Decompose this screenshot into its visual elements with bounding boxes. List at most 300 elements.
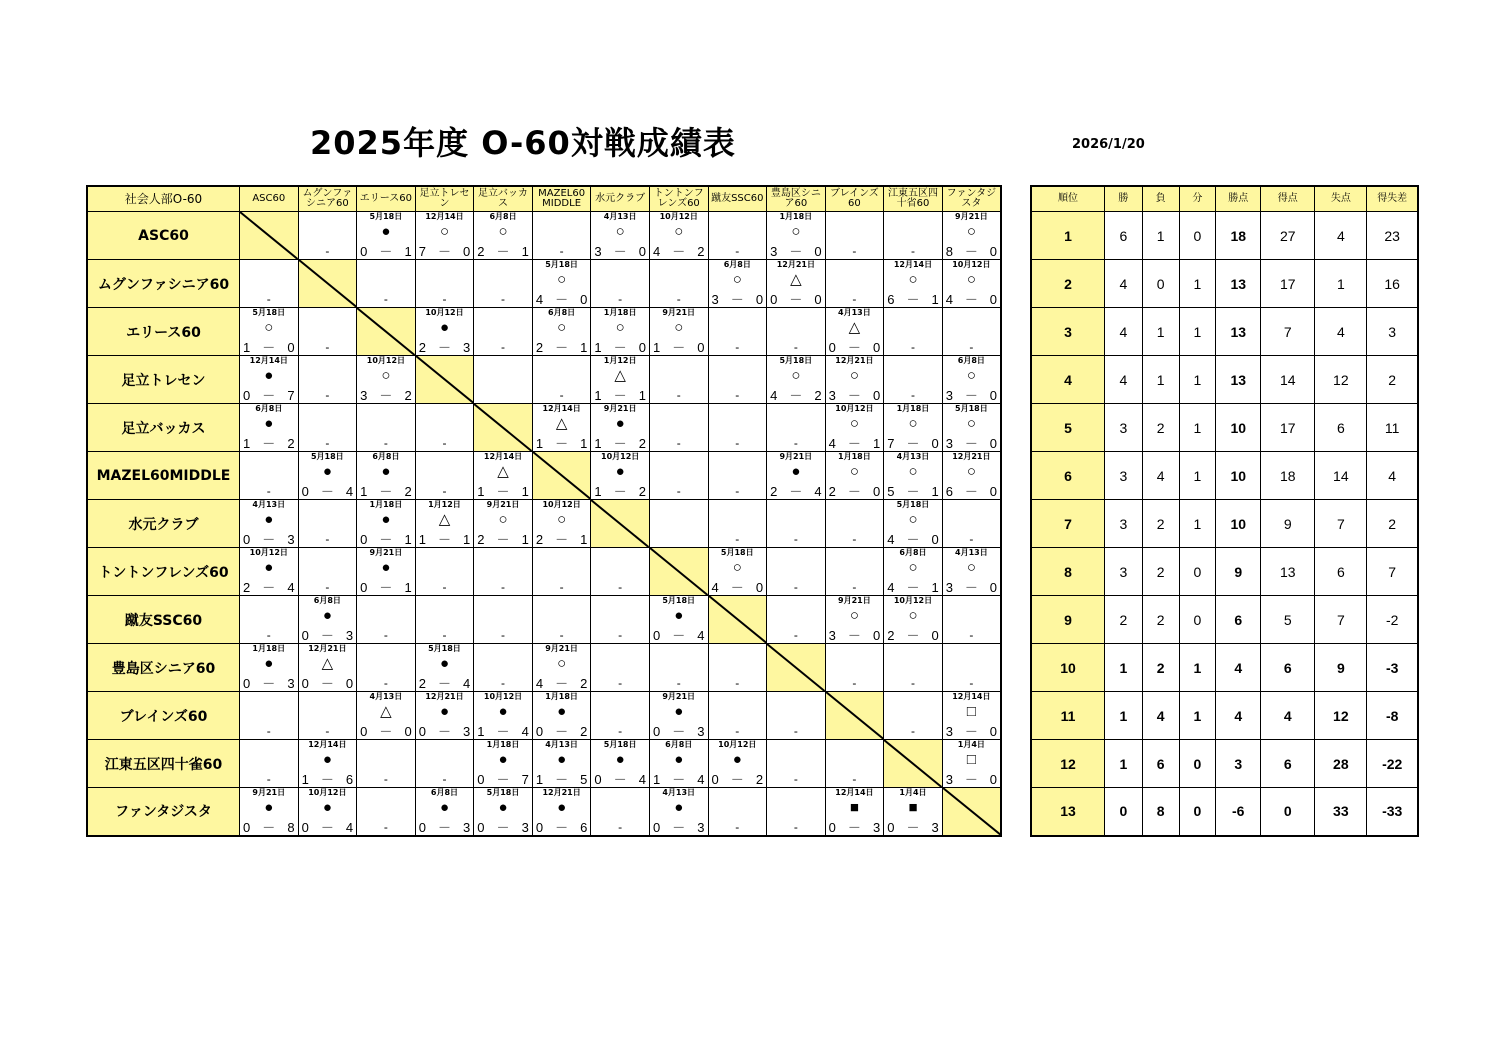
no-match-dash: - [852, 772, 857, 786]
standings-cell: 0 [1105, 788, 1143, 836]
match-cell [532, 260, 591, 308]
standings-cell: 10 [1216, 500, 1261, 548]
score-sep: － [379, 388, 393, 403]
result-mark: ● [264, 415, 274, 432]
score-sep: － [789, 484, 803, 499]
standings-cell: 9 [1315, 644, 1367, 692]
score-sep: － [437, 532, 451, 547]
match-date: 9月21日 [955, 212, 988, 221]
score-against: 1 [931, 484, 939, 499]
score-for: 0 [770, 292, 778, 307]
match-date: 5月18日 [545, 260, 578, 269]
score-sep: － [320, 628, 334, 643]
standings-cell: 6 [1261, 644, 1315, 692]
match-date: 4月13日 [896, 452, 930, 461]
result-mark: ● [264, 511, 274, 528]
score-against: 4 [345, 484, 354, 499]
match-date: 12月14日 [893, 260, 933, 269]
score-against: 0 [931, 532, 939, 547]
column-header: ムグンファシニア60 [298, 186, 357, 212]
match-cell [591, 260, 650, 308]
match-cell [474, 260, 533, 308]
match-score [770, 245, 822, 258]
match-date: 5月18日 [896, 500, 930, 509]
grid-header-row [87, 186, 1001, 212]
result-mark: ○ [615, 319, 625, 336]
score-against: 3 [463, 819, 471, 835]
score-against: 4 [463, 676, 471, 691]
grid-corner-label: 社会人部O-60 [87, 186, 240, 212]
score-sep: － [964, 292, 978, 307]
result-mark: ● [439, 799, 449, 816]
score-against: 0 [463, 244, 471, 259]
score-for: 4 [652, 244, 661, 259]
match-score [243, 677, 295, 690]
score-for: 1 [418, 532, 426, 547]
score-for: 1 [477, 724, 485, 739]
score-sep: － [847, 819, 861, 835]
score-for: 0 [243, 388, 251, 403]
result-mark: ○ [849, 415, 859, 432]
standings-cell: 3 [1367, 308, 1418, 356]
match-cell [240, 500, 299, 548]
score-against: 0 [989, 244, 997, 259]
match-date: 10月12日 [601, 452, 640, 461]
match-cell [474, 308, 533, 356]
score-sep: － [379, 532, 393, 547]
match-cell [591, 212, 650, 260]
standings-cell: 6 [1031, 452, 1105, 500]
match-score [477, 773, 529, 786]
match-cell [884, 404, 943, 452]
standings-cell: 4 [1105, 356, 1143, 404]
no-match-dash: - [910, 340, 915, 354]
no-match-dash: - [852, 676, 857, 690]
match-cell [474, 596, 533, 644]
score-against: 3 [872, 819, 881, 835]
standings-cell: 2 [1367, 500, 1418, 548]
match-cell [884, 788, 943, 836]
team-row [87, 212, 1001, 260]
match-cell [474, 500, 533, 548]
standings-row [1031, 548, 1418, 596]
diagonal-cell [240, 212, 299, 260]
no-match-dash: - [383, 819, 388, 834]
standings-cell: 0 [1179, 548, 1216, 596]
no-match-dash: - [325, 388, 330, 402]
score-against: 1 [521, 244, 529, 259]
match-date: 12月14日 [249, 356, 288, 365]
score-for: 3 [594, 244, 602, 259]
match-cell [942, 596, 1001, 644]
match-date: 9月21日 [662, 692, 696, 701]
result-mark: ○ [791, 223, 801, 240]
score-against: 1 [404, 244, 412, 259]
match-date: 1月18日 [252, 644, 286, 653]
standings-header: 負 [1142, 186, 1179, 212]
standings-cell: 2 [1142, 548, 1179, 596]
result-mark: ● [732, 751, 742, 768]
match-date: 6月8日 [255, 404, 283, 413]
no-match-dash: - [442, 484, 447, 498]
standings-cell: 1 [1142, 356, 1179, 404]
standings-row [1031, 308, 1418, 356]
standings-cell: 18 [1216, 212, 1261, 260]
match-cell [357, 500, 416, 548]
no-match-dash: - [618, 628, 623, 642]
match-date: 10月12日 [952, 260, 991, 269]
match-date: 12月21日 [776, 260, 815, 269]
score-for: 2 [770, 484, 778, 499]
no-match-dash: - [969, 532, 974, 546]
no-match-dash: - [735, 532, 740, 546]
no-match-dash: - [735, 436, 740, 450]
standings-cell: 12 [1315, 356, 1367, 404]
standings-table [1030, 185, 1419, 837]
score-against: 0 [755, 580, 764, 595]
score-for: 0 [887, 819, 895, 835]
score-against: 1 [521, 484, 529, 499]
match-date: 10月12日 [249, 548, 288, 557]
standings-row [1031, 260, 1418, 308]
score-sep: － [964, 388, 978, 403]
match-cell [708, 692, 767, 740]
match-score [477, 821, 529, 834]
diagonal-cell [884, 740, 943, 788]
match-cell [415, 692, 474, 740]
match-cell [767, 308, 826, 356]
match-cell [649, 260, 708, 308]
match-date: 10月12日 [308, 788, 347, 797]
no-match-dash: - [325, 244, 330, 258]
score-sep: － [906, 819, 920, 835]
score-for: 1 [243, 436, 251, 451]
score-against: 0 [931, 436, 939, 451]
match-date: 9月21日 [838, 596, 871, 605]
match-cell [825, 356, 884, 404]
score-sep: － [964, 580, 978, 595]
match-score [419, 533, 471, 546]
result-mark: ○ [615, 223, 625, 240]
score-for: 0 [652, 724, 661, 739]
score-sep: － [555, 292, 569, 307]
result-mark: ○ [966, 415, 976, 432]
match-date: 6月8日 [723, 260, 751, 269]
match-cell [357, 740, 416, 788]
score-against: 0 [989, 292, 997, 307]
match-cell [591, 452, 650, 500]
match-date: 1月18日 [545, 692, 578, 701]
no-match-dash: - [442, 772, 447, 786]
result-mark: △ [321, 655, 334, 672]
standings-cell: 7 [1031, 500, 1105, 548]
diagonal-cell [942, 788, 1001, 836]
match-cell [240, 260, 299, 308]
team-name: 水元クラブ [87, 500, 240, 548]
result-mark: ● [322, 463, 332, 480]
match-date: 12月21日 [835, 356, 874, 365]
score-for: 2 [477, 532, 485, 547]
score-against: 0 [580, 292, 588, 307]
result-mark: ● [381, 559, 391, 576]
score-for: 0 [652, 628, 661, 643]
match-cell [532, 404, 591, 452]
match-score [536, 725, 588, 738]
column-header: 水元クラブ [591, 186, 650, 212]
no-match-dash: - [559, 244, 564, 258]
match-score [770, 293, 822, 306]
standings-cell: 13 [1216, 356, 1261, 404]
match-score [243, 533, 295, 546]
match-date: 1月18日 [896, 404, 930, 413]
match-score [477, 245, 529, 258]
no-match-dash: - [969, 676, 974, 690]
score-against: 1 [931, 292, 939, 307]
result-mark: ○ [557, 655, 567, 672]
match-cell [591, 692, 650, 740]
match-cell [942, 308, 1001, 356]
match-score [302, 629, 354, 642]
score-for: 1 [535, 436, 544, 451]
score-sep: － [613, 484, 627, 499]
diagonal-cell [532, 452, 591, 500]
score-for: 1 [594, 388, 602, 403]
score-sep: － [906, 628, 920, 643]
standings-cell: 5 [1261, 596, 1315, 644]
column-header: 足立トレセン [415, 186, 474, 212]
match-cell [649, 500, 708, 548]
score-against: 0 [755, 292, 764, 307]
score-for: 0 [828, 819, 836, 835]
score-for: 1 [594, 484, 602, 499]
standings-cell: 1 [1105, 692, 1143, 740]
match-cell [942, 548, 1001, 596]
score-sep: － [613, 772, 627, 787]
standings-row [1031, 740, 1418, 788]
match-date: 5月18日 [310, 452, 344, 461]
match-score [477, 725, 529, 738]
match-score [946, 245, 997, 258]
match-cell [298, 692, 357, 740]
match-score [477, 485, 529, 498]
match-score [770, 389, 822, 402]
result-mark: ○ [908, 559, 918, 576]
score-against: 4 [638, 772, 646, 787]
match-cell [708, 356, 767, 404]
standings-cell: -33 [1367, 788, 1418, 836]
standings-cell: 3 [1216, 740, 1261, 788]
score-for: 2 [535, 340, 544, 355]
score-for: 3 [945, 772, 953, 787]
no-match-dash: - [559, 580, 564, 594]
match-cell [240, 356, 299, 404]
match-date: 4月13日 [955, 548, 988, 557]
no-match-dash: - [266, 292, 271, 306]
score-sep: － [320, 819, 334, 835]
score-against: 2 [638, 436, 646, 451]
result-mark: ● [791, 463, 801, 480]
match-date: 12月21日 [542, 788, 581, 797]
result-mark: ● [264, 799, 274, 816]
match-date: 9月21日 [486, 500, 520, 509]
no-match-dash: - [793, 580, 798, 594]
no-match-dash: - [442, 292, 447, 306]
standings-cell: 2 [1031, 260, 1105, 308]
score-sep: － [672, 628, 686, 643]
team-row [87, 596, 1001, 644]
standings-cell: 13 [1031, 788, 1105, 836]
standings-cell: 4 [1216, 644, 1261, 692]
score-against: 0 [989, 388, 997, 403]
no-match-dash: - [676, 292, 681, 306]
match-cell [415, 308, 474, 356]
score-sep: － [964, 484, 978, 499]
score-against: 2 [404, 388, 412, 403]
standings-cell: 4 [1315, 212, 1367, 260]
match-score [477, 533, 529, 546]
match-cell [357, 212, 416, 260]
standings-cell: 11 [1031, 692, 1105, 740]
no-match-dash: - [618, 676, 623, 690]
score-for: 1 [594, 436, 602, 451]
match-score [887, 629, 939, 642]
standings-cell: 1 [1179, 308, 1216, 356]
match-cell [708, 308, 767, 356]
no-match-dash: - [559, 388, 564, 402]
match-cell [649, 452, 708, 500]
no-match-dash: - [325, 340, 330, 354]
match-cell [591, 356, 650, 404]
standings-cell: 6 [1216, 596, 1261, 644]
match-cell [532, 740, 591, 788]
team-name: ファンタジスタ [87, 788, 240, 836]
match-cell [240, 404, 299, 452]
result-mark: ● [674, 799, 684, 816]
result-mark: ● [322, 751, 332, 768]
match-cell [532, 500, 591, 548]
score-against: 1 [404, 580, 412, 595]
standings-cell: 2 [1142, 644, 1179, 692]
match-cell [357, 692, 416, 740]
match-score [946, 773, 997, 786]
match-date: 5月18日 [720, 548, 754, 557]
match-date: 10月12日 [835, 404, 874, 413]
match-score [536, 341, 588, 354]
result-mark: ● [498, 703, 508, 720]
result-mark: ○ [732, 271, 742, 288]
standings-header: 勝 [1105, 186, 1143, 212]
match-cell [767, 404, 826, 452]
score-sep: － [613, 340, 627, 355]
score-against: 4 [521, 724, 529, 739]
result-mark: ● [615, 415, 625, 432]
score-sep: － [964, 436, 978, 451]
match-date: 5月18日 [252, 308, 286, 317]
result-mark: △ [790, 271, 802, 288]
score-sep: － [730, 772, 744, 787]
no-match-dash: - [676, 676, 681, 690]
no-match-dash: - [969, 628, 974, 642]
score-against: 0 [989, 772, 997, 787]
score-sep: － [555, 819, 569, 835]
diagonal-cell [357, 308, 416, 356]
standings-cell: 6 [1261, 740, 1315, 788]
standings-cell: 7 [1367, 548, 1418, 596]
match-cell [942, 644, 1001, 692]
result-mark: ■ [908, 799, 918, 816]
team-name: 豊島区シニア60 [87, 644, 240, 692]
match-date: 4月13日 [838, 308, 871, 317]
match-date: 5月18日 [662, 596, 696, 605]
match-score [302, 773, 354, 786]
no-match-dash: - [559, 628, 564, 642]
match-cell [357, 356, 416, 404]
match-cell [415, 452, 474, 500]
match-cell [649, 740, 708, 788]
score-for: 0 [301, 628, 309, 643]
match-cell [415, 260, 474, 308]
score-sep: － [320, 772, 334, 787]
result-mark: □ [966, 751, 976, 768]
score-sep: － [262, 580, 276, 595]
match-date: 10月12日 [659, 212, 698, 221]
score-for: 0 [243, 819, 251, 835]
match-cell [240, 644, 299, 692]
match-cell [357, 452, 416, 500]
score-for: 2 [887, 628, 895, 643]
score-sep: － [906, 532, 920, 547]
match-cell [298, 740, 357, 788]
score-against: 0 [989, 580, 997, 595]
result-mark: ● [498, 751, 508, 768]
standings-cell: 8 [1031, 548, 1105, 596]
standings-cell: -2 [1367, 596, 1418, 644]
score-against: 3 [345, 628, 354, 643]
diagonal-cell [591, 500, 650, 548]
standings-cell: 1 [1179, 404, 1216, 452]
match-cell [240, 308, 299, 356]
match-date: 4月13日 [369, 692, 403, 701]
result-mark: ○ [908, 511, 918, 528]
team-row [87, 788, 1001, 836]
match-cell [298, 452, 357, 500]
match-score [536, 773, 588, 786]
score-against: 1 [931, 580, 939, 595]
score-sep: － [964, 244, 978, 259]
standings-cell: 2 [1142, 500, 1179, 548]
match-cell [240, 788, 299, 836]
match-cell [942, 452, 1001, 500]
standings-cell: 33 [1315, 788, 1367, 836]
score-sep: － [555, 676, 569, 691]
result-mark: ● [264, 559, 274, 576]
result-mark: △ [555, 415, 568, 432]
result-mark: ● [381, 511, 391, 528]
match-date: 12月14日 [952, 692, 991, 701]
result-mark: ○ [264, 319, 274, 336]
match-score [594, 389, 646, 402]
score-sep: － [672, 819, 686, 835]
match-score [536, 437, 588, 450]
score-against: 4 [345, 819, 354, 835]
match-cell [884, 548, 943, 596]
score-for: 6 [887, 292, 895, 307]
score-sep: － [555, 532, 569, 547]
score-against: 0 [989, 724, 997, 739]
team-row [87, 260, 1001, 308]
standings-cell: 18 [1261, 452, 1315, 500]
result-mark: ○ [557, 319, 567, 336]
